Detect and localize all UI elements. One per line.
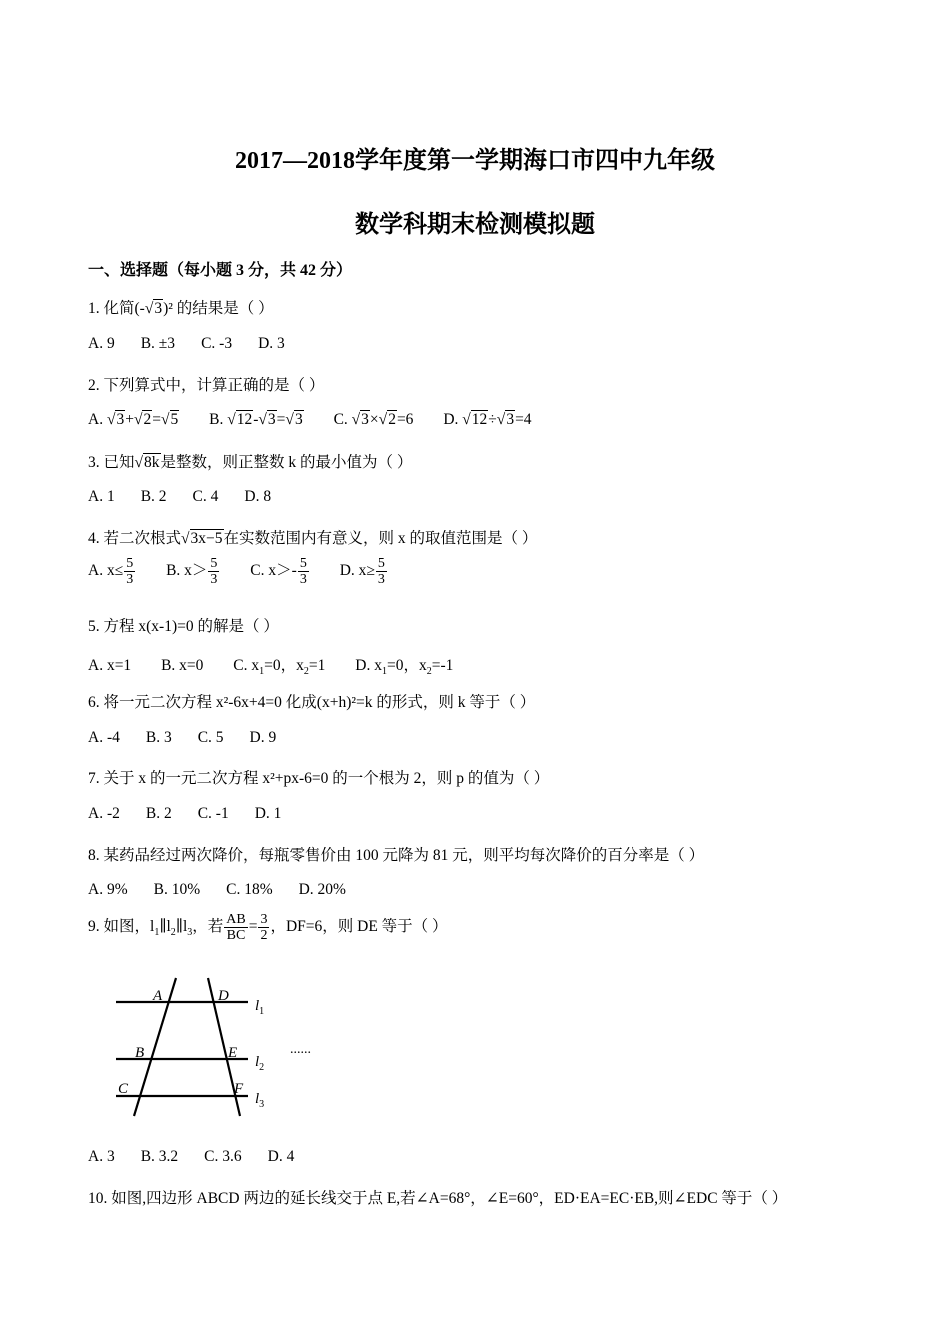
question-8: 8. 某药品经过两次降价，每瓶零售价由 100 元降为 81 元，则平均每次降价的百分率是（ ） — [88, 847, 705, 864]
option-d: D. 1 — [254, 805, 282, 822]
option-b: B. √12-√3=√3 — [209, 411, 303, 428]
option-d: D. $x_1=0$，$x_2=-1$ — [355, 657, 454, 678]
ratio-3-2: $\frac{3}{2}$ — [260, 912, 268, 943]
option-a: A. -4 — [88, 729, 120, 746]
point-f-label: F — [234, 1081, 244, 1097]
point-e-label: E — [228, 1045, 238, 1061]
q1-radicand: 3 — [154, 300, 163, 317]
option-b: B. ±3 — [140, 335, 176, 352]
q5-options — [88, 653, 479, 677]
point-c-label: C — [118, 1081, 129, 1097]
question-3: 3. 已知√8k是整数，则正整数 k 的最小值为（ ） — [88, 454, 413, 471]
option-c: C. 4 — [192, 488, 219, 505]
option-c: C. √3×√2=6 — [333, 411, 414, 428]
question-6: 6. 将一元二次方程 x²-6x+4=0 化成(x+h)²=k 的形式，则 k 等于（ ） — [88, 694, 536, 711]
question-9: 9. 如图，$l_1\parallel l_2\parallel l_3$，若 $\frac{AB}{BC}$ = $\frac{3}{2}$ ，DF=6，则 DE 等于（ ） — [88, 912, 448, 943]
point-b-label: B — [135, 1045, 145, 1061]
point-a-label: A — [153, 988, 163, 1004]
option-a: A. x≤ $\frac{5}{3}$ — [88, 556, 134, 587]
option-a: A. x=1 — [88, 657, 132, 674]
option-a: A. 3 — [88, 1148, 115, 1165]
option-b: B. x＞ $\frac{5}{3}$ — [166, 556, 218, 587]
ratio-ab-bc: $\frac{AB}{BC}$ — [226, 912, 246, 943]
sqrt-sign: √3 — [144, 300, 163, 317]
question-10: 10. 如图,四边形 ABCD 两边的延长线交于点 E,若∠A=68°，∠E=60°，ED·EA=EC·EB,则∠EDC 等于（ ） — [88, 1190, 788, 1207]
option-a: A. 1 — [88, 488, 115, 505]
sqrt-sign: √8k — [134, 454, 160, 471]
q4-options — [88, 556, 414, 587]
option-c: C. 5 — [197, 729, 224, 746]
option-d: D. 9 — [249, 729, 277, 746]
question-2: 2. 下列算式中，计算正确的是（ ） — [88, 377, 325, 394]
option-b: B. x=0 — [161, 657, 204, 674]
q1-suffix: )² 的结果是（ ） — [163, 300, 274, 317]
option-a: A. -2 — [88, 805, 120, 822]
option-a: A. √3+√2=√5 — [88, 411, 179, 428]
label-l3: $l_3$ — [255, 1091, 265, 1110]
option-d: D. √12÷√3=4 — [443, 411, 532, 428]
option-d: D. 3 — [258, 335, 285, 352]
question-7: 7. 关于 x 的一元二次方程 x²+px-6=0 的一个根为 2，则 p 的值为（ ） — [88, 770, 550, 787]
option-d: D. x≥ $\frac{5}{3}$ — [339, 556, 385, 587]
option-a: A. 9% — [88, 881, 128, 898]
figure-ellipsis: ...... — [290, 1042, 311, 1057]
q7-options — [88, 805, 307, 823]
option-c: C. $x_1=0$，$x_2=1$ — [233, 657, 326, 678]
q8-options — [88, 881, 372, 899]
label-l2: $l_2$ — [255, 1054, 265, 1073]
option-b: B. 2 — [145, 805, 172, 822]
sqrt-sign: √3x−5 — [181, 530, 223, 547]
option-d: D. 4 — [267, 1148, 295, 1165]
parallel-lines-figure — [110, 972, 280, 1120]
option-d: D. 20% — [298, 881, 346, 898]
exam-title-line1: 2017—2018学年度第一学期海口市四中九年级 — [235, 148, 715, 174]
q1-options — [88, 335, 311, 353]
option-c: C. x＞- $\frac{5}{3}$ — [250, 556, 307, 587]
point-d-label: D — [218, 988, 229, 1004]
q9-options — [88, 1148, 320, 1166]
q2-options — [88, 411, 558, 429]
option-b: B. 3.2 — [140, 1148, 179, 1165]
q1-prefix: 1. 化简(- — [88, 300, 145, 317]
option-b: B. 3 — [145, 729, 172, 746]
option-c: C. 3.6 — [204, 1148, 242, 1165]
q3-options — [88, 488, 297, 506]
option-c: C. 18% — [226, 881, 273, 898]
label-l1: $l_1$ — [255, 998, 265, 1017]
option-b: B. 2 — [140, 488, 167, 505]
section-heading: 一、选择题（每小题 3 分，共 42 分） — [88, 262, 353, 279]
question-4: 4. 若二次根式√3x−5在实数范围内有意义，则 x 的取值范围是（ ） — [88, 530, 538, 547]
option-b: B. 10% — [153, 881, 201, 898]
question-5: 5. 方程 x(x-1)=0 的解是（ ） — [88, 618, 279, 635]
question-1 — [88, 296, 274, 318]
option-a: A. 9 — [88, 335, 115, 352]
option-d: D. 8 — [244, 488, 272, 505]
exam-title-line2: 数学科期末检测模拟题 — [355, 212, 595, 238]
option-c: C. -3 — [201, 335, 233, 352]
option-c: C. -1 — [197, 805, 229, 822]
q6-options — [88, 729, 302, 747]
